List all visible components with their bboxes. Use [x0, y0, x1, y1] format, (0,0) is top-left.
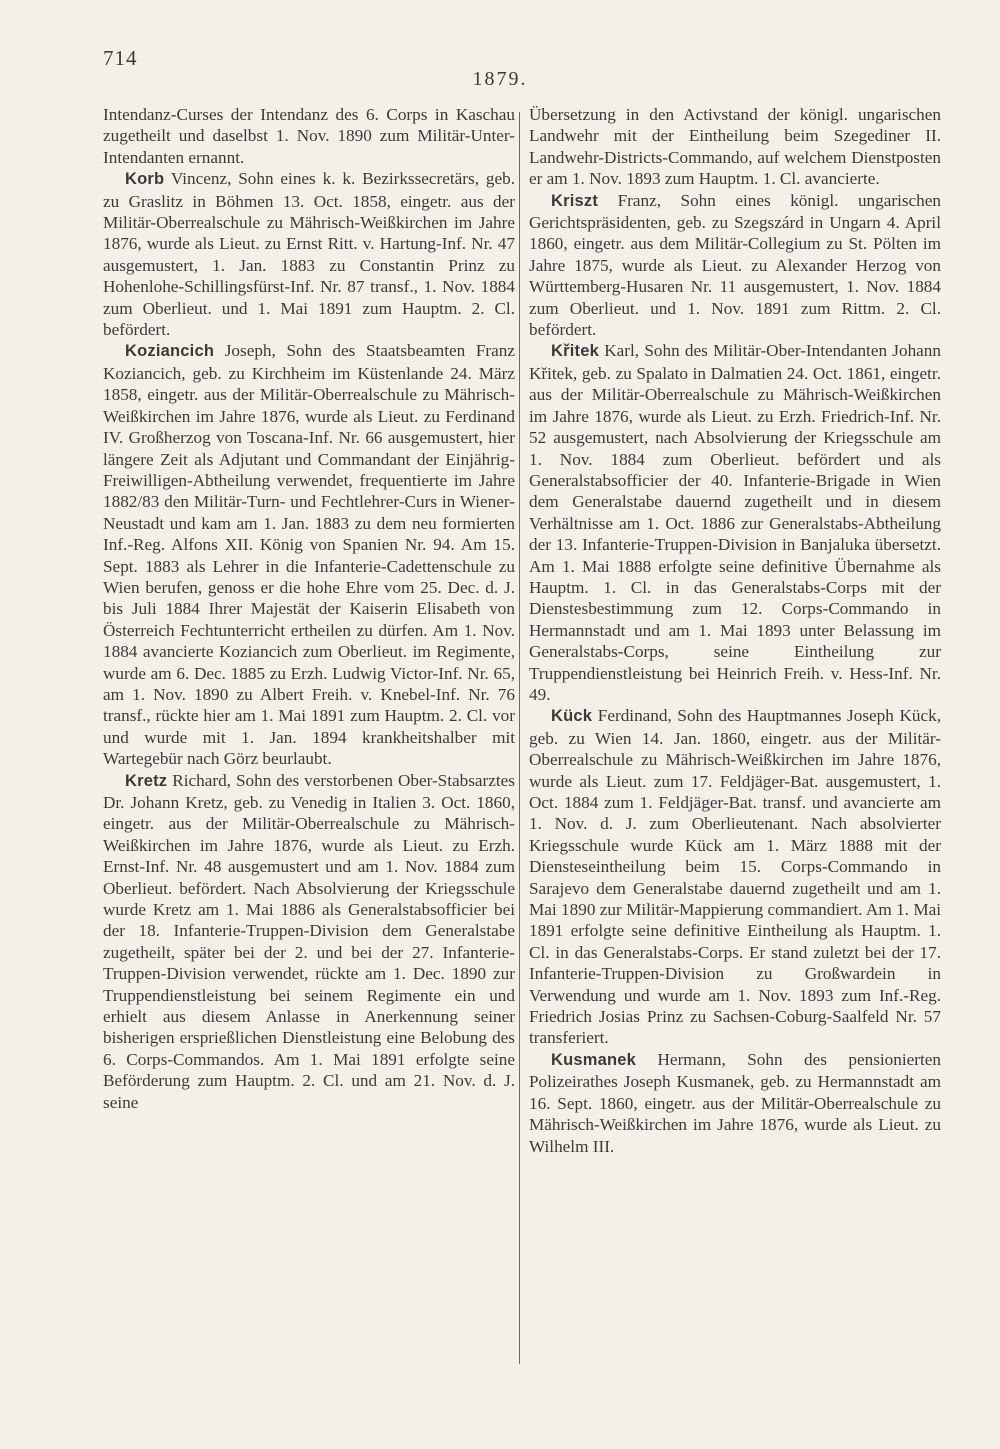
entry-surname: Korb [125, 170, 165, 189]
year-header: 1879. [472, 68, 528, 90]
entry-text: Intendanz-Curses der Intendanz des 6. Corps in Kaschau zugetheilt und daselbst 1. Nov. 1890 zum Militär-Unter-Intendanten ernannt. [103, 105, 515, 167]
left-column [103, 104, 515, 1113]
entry-surname: Kück [551, 707, 593, 726]
entry-kueck [529, 705, 941, 1049]
entry-kretz [103, 770, 515, 1114]
page-number: 714 [103, 46, 138, 70]
entry-text: Richard, Sohn des verstorbenen Ober-Stabsarztes Dr. Johann Kretz, geb. zu Venedig in Italien 3. Oct. 1860, eingetr. aus der Militär-Oberrealschule zu Mährisch-Weißkirchen im Jahre 1876, wurde als Lieut. zu Erzh. Ernst-Inf. Nr. 48 ausgemustert und am 1. Nov. 1884 zum Oberlieut. befördert. Nach Absolvierung der Kriegsschule wurde Kretz am 1. Mai 1886 als Generalstabsofficier bei der 18. Infanterie-Truppen-Division dem Generalstabe zugetheilt, später bei der 2. und bei der 27. Infanterie-Truppen-Division verwendet, rückte am 1. Dec. 1890 zur Truppendienstleistung bei seinem Regimente ein und erhielt aus diesem Anlasse in Anerkennung seiner bisherigen ersprießlichen Dienstleistung eine Belobung des 6. Corps-Commandos. Am 1. Mai 1891 erfolgte seine Beförderung zum Hauptm. 2. Cl. und am 21. Nov. d. J. seine [103, 770, 515, 1112]
entry-text: Karl, Sohn des Militär-Ober-Intendanten Johann Křitek, geb. zu Spalato in Dalmatien 24. Oct. 1861, eingetr. aus der Militär-Oberrealschule zu Mährisch-Weißkirchen im Jahre 1876, wurde als Lieut. zu Erzh. Friedrich-Inf. Nr. 52 ausgemustert, nach Absolvierung der Kriegsschule am 1. Nov. 1884 zum Oberlieut. befördert und als Generalstabsofficier der 40. Infanterie-Brigade in Wien dem Generalstabe dauernd zugetheilt und in diesem Verhältnisse am 1. Oct. 1886 zur Generalstabs-Abtheilung der 13. Infanterie-Truppen-Division in Banjaluka übersetzt. Am 1. Mai 1888 erfolgte seine definitive Übernahme als Hauptm. 1. Cl. in das Generalstabs-Corps mit der Dienstesbestimmung zum 12. Corps-Commando in Hermannstadt und am 1. Mai 1893 unter Belassung im Generalstabs-Corps, seine Eintheilung zur Truppendienstleistung bei Heinrich Freih. v. Hess-Inf. Nr. 49. [529, 341, 941, 704]
paragraph-continuation [103, 104, 515, 168]
entry-kriszt [529, 190, 941, 341]
entry-korb [103, 168, 515, 340]
entry-text: Joseph, Sohn des Staatsbeamten Franz Koziancich, geb. zu Kirchheim im Küstenlande 24. März 1858, eingetr. aus der Militär-Oberrealschule zu Mährisch-Weißkirchen im Jahre 1876, wurde als Lieut. zu Ferdinand IV. Großherzog von Toscana-Inf. Nr. 66 ausgemustert, hier längere Zeit als Adjutant und Commandant der Einjährig-Freiwilligen-Abtheilung verwendet, frequentierte im Jahre 1882/83 den Militär-Turn- und Fechtlehrer-Curs in Wiener-Neustadt und kam am 1. Jan. 1883 zu dem neu formierten Inf.-Reg. Alfons XII. König von Spanien Nr. 94. Am 15. Sept. 1883 als Lehrer in die Infanterie-Cadettenschule zu Wien berufen, genoss er die hohe Ehre vom 25. Dec. d. J. bis Juli 1884 Ihrer Majestät der Kaiserin Elisabeth von Österreich Fechtunterricht ertheilen zu dürfen. Am 1. Nov. 1884 avancierte Koziancich zum Oberlieut. im Regimente, wurde am 6. Dec. 1885 zu Erzh. Ludwig Victor-Inf. Nr. 65, am 1. Nov. 1890 zu Albert Freih. v. Knebel-Inf. Nr. 76 transf., rückte hier am 1. Mai 1891 zum Hauptm. 2. Cl. vor und wurde mit 1. Jan. 1894 krankheitshalber mit Wartegebür nach Görz beurlaubt. [103, 341, 515, 769]
entry-text: Vincenz, Sohn eines k. k. Bezirkssecretärs, geb. zu Graslitz in Böhmen 13. Oct. 1858, eingetr. aus der Militär-Oberrealschule zu Mährisch-Weißkirchen im Jahre 1876, wurde als Lieut. zu Ernst Ritt. v. Hartung-Inf. Nr. 47 ausgemustert, 1. Jan. 1883 zu Constantin Prinz zu Hohenlohe-Schillingsfürst-Inf. Nr. 87 transf., 1. Nov. 1884 zum Oberlieut. und 1. Mai 1891 zum Hauptm. 2. Cl. befördert. [103, 169, 515, 340]
entry-surname: Křitek [551, 342, 599, 361]
entry-surname: Kretz [125, 771, 168, 790]
entry-text: Übersetzung in den Activstand der königl. ungarischen Landwehr mit der Eintheilung beim Szegediner II. Landwehr-Districts-Commando, auf welchem Dienstposten er am 1. Nov. 1893 zum Hauptm. 1. Cl. avancierte. [529, 105, 941, 189]
entry-surname: Koziancich [125, 342, 215, 361]
entry-koziancich [103, 340, 515, 769]
column-divider [519, 112, 520, 1364]
entry-kusmanek [529, 1049, 941, 1157]
paragraph-continuation [529, 104, 941, 190]
entry-text: Hermann, Sohn des pensionierten Polizeirathes Joseph Kusmanek, geb. zu Hermannstadt am 16. Sept. 1860, eingetr. aus der Militär-Oberrealschule zu Mährisch-Weißkirchen im Jahre 1876, wurde als Lieut. zu Wilhelm III. [529, 1049, 941, 1156]
entry-kritek [529, 340, 941, 705]
entry-text: Franz, Sohn eines königl. ungarischen Gerichtspräsidenten, geb. zu Szegszárd in Ungarn 4. April 1860, eingetr. aus dem Militär-Collegium zu St. Pölten im Jahre 1875, wurde als Lieut. zu Alexander Herzog von Württemberg-Husaren Nr. 11 ausgemustert, 1. Nov. 1884 zum Oberlieut. und 1. Nov. 1891 zum Rittm. 2. Cl. befördert. [529, 190, 941, 340]
entry-surname: Kriszt [551, 191, 599, 210]
entry-text: Ferdinand, Sohn des Hauptmannes Joseph Kück, geb. zu Wien 14. Jan. 1860, eingetr. aus der Militär-Oberrealschule zu Mährisch-Weißkirchen im Jahre 1876, wurde als Lieut. zum 17. Feldjäger-Bat. ausgemustert, 1. Oct. 1884 zum 1. Feldjäger-Bat. transf. und avancierte am 1. Nov. d. J. zum Oberlieutenant. Nach absolvierter Kriegsschule wurde Kück am 1. März 1888 mit der Diensteseintheilung beim 15. Corps-Commando in Sarajevo dem Generalstabe dauernd zugetheilt und am 1. Mai 1890 zur Militär-Mappierung commandiert. Am 1. Mai 1891 erfolgte seine definitive Eintheilung als Hauptm. 1. Cl. in das Generalstabs-Corps. Er stand zuletzt bei der 17. Infanterie-Truppen-Division zu Großwardein in Verwendung und wurde am 1. Nov. 1893 zum Inf.-Reg. Friedrich Josias Prinz zu Sachsen-Coburg-Saalfeld Nr. 57 transferiert. [529, 706, 941, 1048]
right-column [529, 104, 941, 1157]
entry-surname: Kusmanek [551, 1050, 637, 1069]
